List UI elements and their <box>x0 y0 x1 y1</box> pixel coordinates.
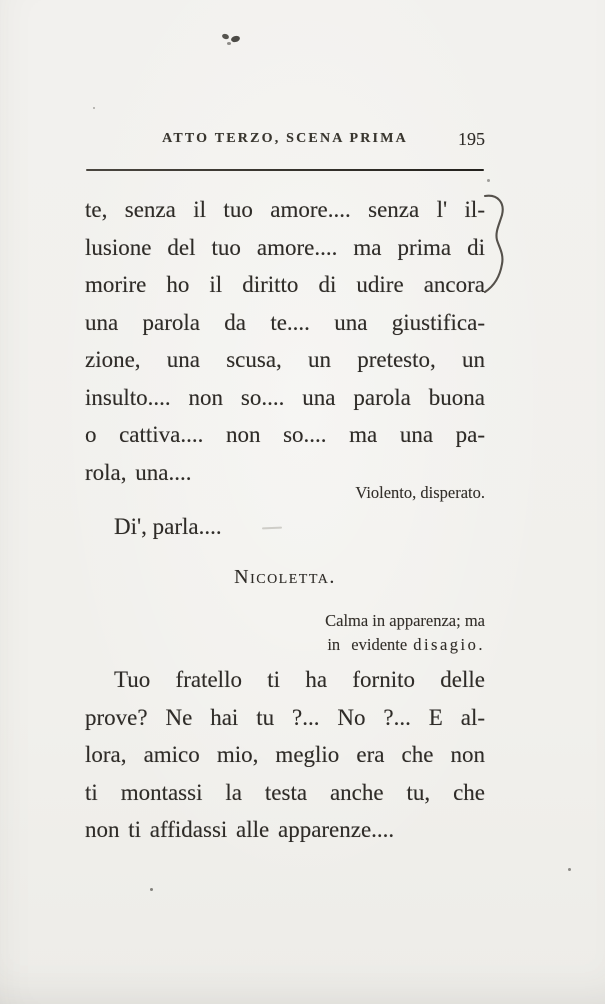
stage-direction-line: Calma in apparenza; ma <box>325 611 485 630</box>
text-line: zione, una scusa, un pretesto, un <box>85 347 485 372</box>
text-line: te, senza il tuo amore.... senza l' il- <box>85 197 485 222</box>
ink-smudge <box>230 35 240 43</box>
text-line: rola, una.... <box>85 459 192 485</box>
stage-direction-2 <box>85 609 485 657</box>
stage-direction-1: Violento, disperato. <box>355 483 485 502</box>
text-line: Tuo fratello ti ha fornito delle <box>114 667 485 692</box>
page-number: 195 <box>458 129 485 149</box>
stage-direction-line <box>85 633 485 657</box>
text-line: lusione del tuo amore.... ma prima di <box>85 234 485 260</box>
text-line: insulto.... non so.... una parola buona <box>85 384 485 410</box>
paper-speck <box>568 868 571 871</box>
paper-speck <box>150 888 153 891</box>
text-line: o cattiva.... non so.... ma una pa- <box>85 422 485 447</box>
speech-paragraph-2 <box>85 661 485 849</box>
paper-speck <box>487 179 490 182</box>
stage-direction-spaced-word: disagio. <box>413 635 485 654</box>
running-head <box>85 131 485 153</box>
text-line: non ti affidassi alle apparenze.... <box>85 817 395 842</box>
ink-smudge <box>221 33 229 40</box>
character-name: Nicoletta. <box>234 566 336 588</box>
margin-brace-mark <box>482 191 514 295</box>
speech-paragraph-1 <box>85 191 485 491</box>
text-line: morire ho il diritto di udire ancora <box>85 272 485 297</box>
stage-direction-text: in evidente <box>327 635 408 654</box>
text-line: lora, amico mio, meglio era che non <box>85 742 485 767</box>
dialogue-line: Di', parla.... <box>114 514 222 539</box>
text-line: ti montassi la testa anche tu, che <box>85 779 485 805</box>
header-rule <box>86 169 484 171</box>
paper-speck <box>93 107 95 109</box>
ink-smudge <box>227 42 231 45</box>
text-line: una parola da te.... una giustifica- <box>85 309 485 335</box>
text-line: prove? Ne hai tu ?... No ?... E al- <box>85 704 485 730</box>
running-title: ATTO TERZO, SCENA PRIMA <box>162 131 408 146</box>
